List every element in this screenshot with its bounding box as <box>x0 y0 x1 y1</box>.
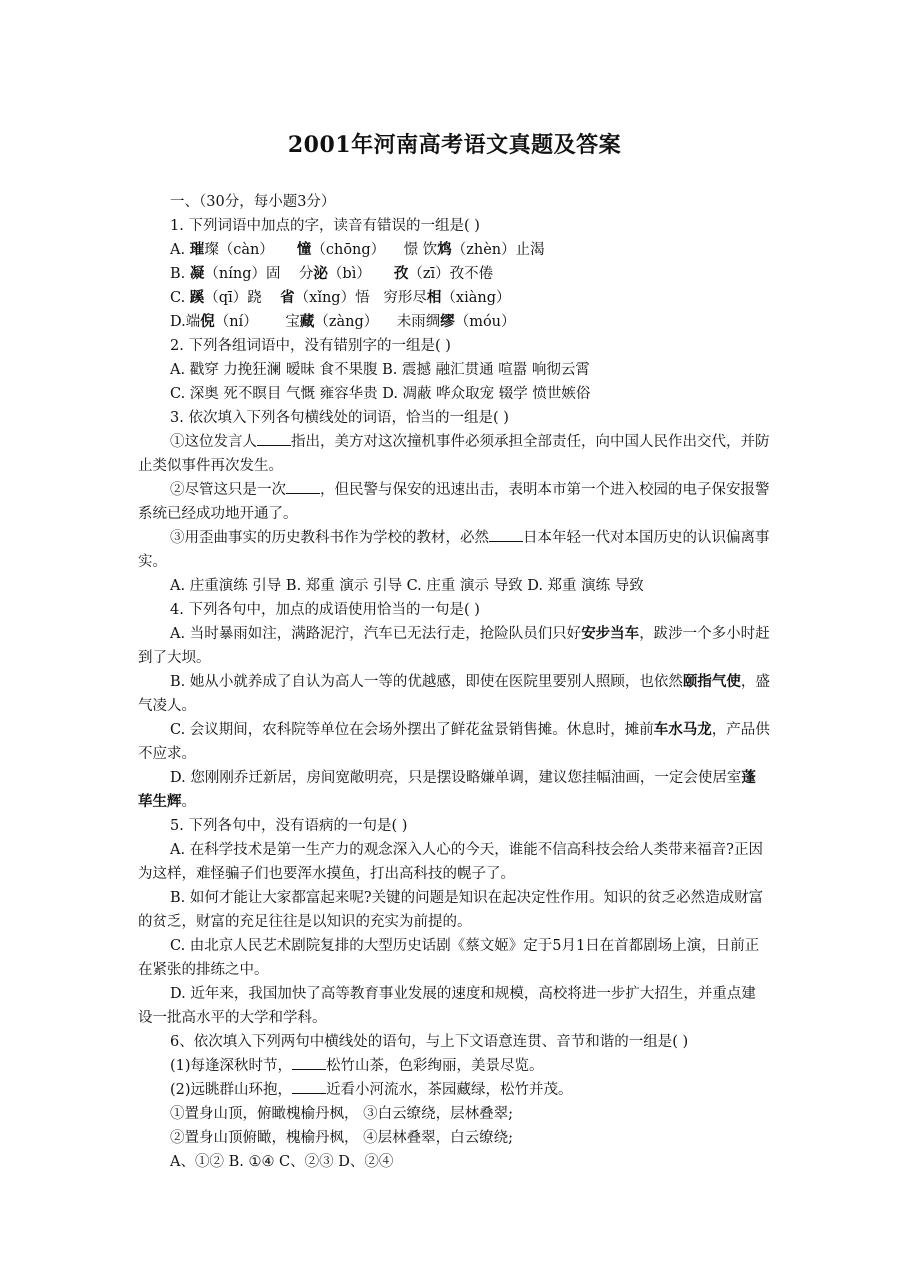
fill-blank <box>257 431 291 446</box>
question-1-option-a: A. 璀璨（càn） 憧（chōng） 憬 饮鸩（zhèn）止渴 <box>170 241 545 258</box>
question-3-stem: 3. 依次填入下列各句横线处的词语，恰当的一组是( ) <box>170 410 509 426</box>
question-4-option-a: A. 当时暴雨如注，满路泥泞，汽车已无法行走，抢险队员们只好安步当车，跋涉一个多小时赶到了大坝。 <box>138 625 770 666</box>
section-heading: 一、（30分，每小题3分） <box>170 194 336 210</box>
fill-blank <box>286 479 320 494</box>
question-3-sentence-3: ③用歪曲事实的历史教科书作为学校的教材，必然 日本年轻一代对本国历史的认识偏离事实。 <box>138 526 770 574</box>
question-2-stem: 2. 下列各组词语中，没有错别字的一组是( ) <box>170 338 451 354</box>
question-4-stem: 4. 下列各句中，加点的成语使用恰当的一句是( ) <box>170 602 480 618</box>
question-1-stem: 1. 下列词语中加点的字，读音有错误的一组是( ) <box>170 218 480 234</box>
question-4-option-d: D. 您刚刚乔迁新居，房间宽敞明亮，只是摆设略嫌单调，建议您挂幅油画，一定会使居室蓬荜生辉。 <box>138 769 756 810</box>
question-2-options-cd: C. 深奥 死不瞑目 气慨 雍容华贵 D. 凋蔽 哗众取宠 辍学 愤世嫉俗 <box>170 386 591 402</box>
question-5-stem: 5. 下列各句中，没有语病的一句是( ) <box>170 818 408 834</box>
question-1-option-c: C. 蹊（qī）跷 省（xǐng）悟 穷形尽相（xiàng） <box>170 289 511 306</box>
question-2-options-ab: A. 戳穿 力挽狂澜 暧昧 食不果腹 B. 震撼 融汇贯通 喧嚣 响彻云霄 <box>170 362 590 378</box>
question-4-option-c: C. 会议期间，农科院等单位在会场外摆出了鲜花盆景销售摊。休息时，摊前车水马龙，产品供不应求。 <box>138 721 770 762</box>
question-3-options: A. 庄重演练 引导 B. 郑重 演示 引导 C. 庄重 演示 导致 D. 郑重 演练 导致 <box>170 578 644 594</box>
question-6-stem: 6、依次填入下列两句中横线处的语句，与上下文语意连贯、音节和谐的一组是( ) <box>170 1034 689 1050</box>
question-6-sentence-1: (1)每逢深秋时节， 松竹山茶，色彩绚丽，美景尽览。 <box>138 1054 770 1078</box>
question-1-option-d: D.端倪（ní） 宝藏（zàng） 未雨绸缪（móu） <box>170 313 516 330</box>
document-body <box>138 190 770 1174</box>
question-6-choice-line-2: ②置身山顶俯瞰，槐榆丹枫， ④层林叠翠，白云缭绕; <box>170 1130 513 1146</box>
question-5-option-c: C. 由北京人民艺术剧院复排的大型历史话剧《蔡文姬》定于5月1日在首都剧场上演，日前正在紧张的排练之中。 <box>138 938 760 978</box>
question-6-sentence-2: (2)远眺群山环抱， 近看小河流水，茶园藏绿，松竹并茂。 <box>138 1078 770 1102</box>
page-title: 2001年河南高考语文真题及答案 <box>287 132 622 158</box>
question-4-option-b: B. 她从小就养成了自认为高人一等的优越感，即使在医院里要别人照顾，也依然颐指气使，盛气凌人。 <box>138 673 770 714</box>
question-5-option-d: D. 近年来，我国加快了高等教育事业发展的速度和规模，高校将进一步扩大招生，并重点建设一批高水平的大学和学科。 <box>138 986 756 1026</box>
fill-blank <box>292 1055 326 1070</box>
question-3-sentence-2: ②尽管这只是一次 ，但民警与保安的迅速出击，表明本市第一个进入校园的电子保安报警系统已经成功地开通了。 <box>138 478 770 526</box>
question-1-option-b: B. 凝（níng）固 分泌（bì） 孜（zī）孜不倦 <box>170 265 494 282</box>
fill-blank <box>292 1079 326 1094</box>
question-5-option-b: B. 如何才能让大家都富起来呢?关键的问题是知识在起决定性作用。知识的贫乏必然造成财富的贫乏，财富的充足往往是以知识的充实为前提的。 <box>138 890 764 930</box>
question-5-option-a: A. 在科学技术是第一生产力的观念深入人心的今天，谁能不信高科技会给人类带来福音?正因为这样，难怪骗子们也要浑水摸鱼，打出高科技的幌子了。 <box>138 842 763 882</box>
fill-blank <box>489 527 523 542</box>
question-6-choice-line-1: ①置身山顶，俯瞰槐榆丹枫， ③白云缭绕，层林叠翠; <box>170 1106 513 1122</box>
question-6-options: A、①② B. ①④ C、②③ D、②④ <box>170 1154 394 1170</box>
question-3-sentence-1: ①这位发言人 指出，美方对这次撞机事件必须承担全部责任，向中国人民作出交代，并防止类似事件再次发生。 <box>138 430 770 478</box>
